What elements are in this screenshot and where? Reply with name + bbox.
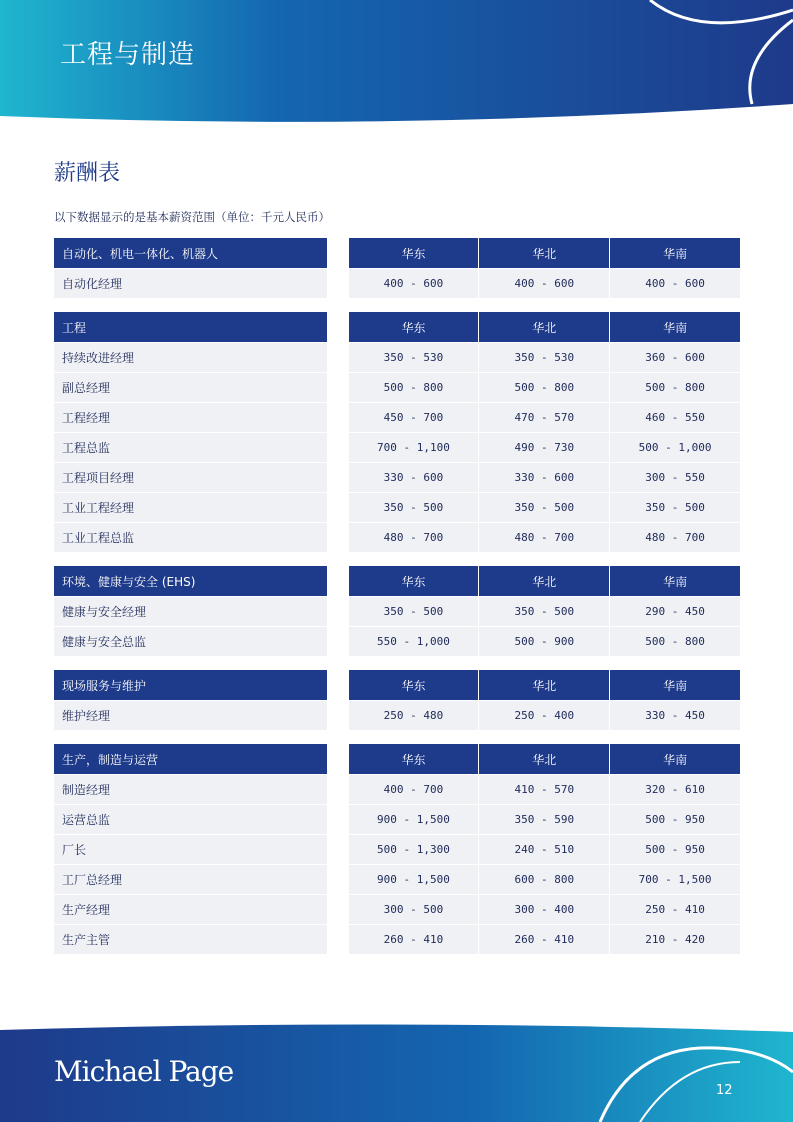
job-title: 工程总监: [54, 432, 327, 462]
salary-range: 320 - 610: [610, 774, 740, 804]
group-name: 生产，制造与运营: [54, 744, 327, 774]
salary-range: 350 - 500: [349, 596, 479, 626]
region-header: 华北: [479, 670, 609, 700]
region-header: 华东: [349, 238, 479, 268]
salary-range: 480 - 700: [349, 522, 479, 552]
salary-range: 500 - 800: [610, 372, 740, 402]
region-header: 华东: [349, 312, 479, 342]
job-title: 工业工程总监: [54, 522, 327, 552]
job-title: 运营总监: [54, 804, 327, 834]
salary-group: [54, 744, 740, 954]
michael-page-logo: Michael Page: [54, 1055, 234, 1088]
salary-group: [54, 566, 740, 656]
salary-range: 470 - 570: [479, 402, 609, 432]
salary-range: 600 - 800: [479, 864, 609, 894]
salary-range: 260 - 410: [349, 924, 479, 954]
salary-range: 350 - 500: [349, 492, 479, 522]
salary-range: 500 - 900: [479, 626, 609, 656]
table-row: [54, 492, 740, 522]
salary-range: 500 - 1,300: [349, 834, 479, 864]
salary-group: [54, 312, 740, 552]
salary-range: 300 - 500: [349, 894, 479, 924]
salary-range: 240 - 510: [479, 834, 609, 864]
job-title: 健康与安全总监: [54, 626, 327, 656]
salary-range: 900 - 1,500: [349, 804, 479, 834]
job-title: 工程项目经理: [54, 462, 327, 492]
table-row: [54, 834, 740, 864]
job-title: 工程经理: [54, 402, 327, 432]
salary-range: 300 - 400: [479, 894, 609, 924]
salary-range: 400 - 600: [349, 268, 479, 298]
group-name: 现场服务与维护: [54, 670, 327, 700]
salary-range: 500 - 800: [349, 372, 479, 402]
region-header: 华北: [479, 566, 609, 596]
salary-range: 400 - 600: [610, 268, 740, 298]
job-title: 制造经理: [54, 774, 327, 804]
salary-range: 700 - 1,100: [349, 432, 479, 462]
region-header: 华南: [610, 744, 740, 774]
salary-range: 300 - 550: [610, 462, 740, 492]
salary-group: [54, 238, 740, 298]
region-header: 华东: [349, 670, 479, 700]
group-name: 自动化、机电一体化、机器人: [54, 238, 327, 268]
salary-range: 210 - 420: [610, 924, 740, 954]
salary-range: 450 - 700: [349, 402, 479, 432]
table-row: [54, 864, 740, 894]
table-row: [54, 924, 740, 954]
page-header: [0, 0, 793, 122]
salary-range: 290 - 450: [610, 596, 740, 626]
salary-range: 550 - 1,000: [349, 626, 479, 656]
job-title: 生产经理: [54, 894, 327, 924]
table-row: [54, 596, 740, 626]
table-subtitle: 以下数据显示的是基本薪资范围（单位：千元人民币）: [54, 210, 330, 224]
salary-range: 500 - 950: [610, 804, 740, 834]
header-title: 工程与制造: [60, 40, 196, 70]
salary-range: 350 - 530: [349, 342, 479, 372]
region-header: 华南: [610, 670, 740, 700]
table-row: [54, 432, 740, 462]
job-title: 持续改进经理: [54, 342, 327, 372]
group-header-row: [54, 566, 740, 596]
salary-range: 260 - 410: [479, 924, 609, 954]
region-header: 华北: [479, 238, 609, 268]
region-header: 华北: [479, 744, 609, 774]
group-header-row: [54, 238, 740, 268]
salary-range: 900 - 1,500: [349, 864, 479, 894]
salary-range: 360 - 600: [610, 342, 740, 372]
table-row: [54, 894, 740, 924]
salary-range: 350 - 530: [479, 342, 609, 372]
salary-range: 700 - 1,500: [610, 864, 740, 894]
table-row: [54, 402, 740, 432]
salary-range: 400 - 700: [349, 774, 479, 804]
region-header: 华东: [349, 744, 479, 774]
salary-group: [54, 670, 740, 730]
group-header-row: [54, 670, 740, 700]
job-title: 生产主管: [54, 924, 327, 954]
page-number: 12: [716, 1083, 733, 1098]
region-header: 华北: [479, 312, 609, 342]
job-title: 副总经理: [54, 372, 327, 402]
table-row: [54, 700, 740, 730]
job-title: 维护经理: [54, 700, 327, 730]
salary-range: 460 - 550: [610, 402, 740, 432]
region-header: 华南: [610, 238, 740, 268]
region-header: 华南: [610, 312, 740, 342]
table-row: [54, 268, 740, 298]
salary-range: 500 - 950: [610, 834, 740, 864]
table-row: [54, 522, 740, 552]
job-title: 工业工程经理: [54, 492, 327, 522]
salary-range: 350 - 590: [479, 804, 609, 834]
salary-range: 330 - 600: [349, 462, 479, 492]
job-title: 厂长: [54, 834, 327, 864]
salary-range: 330 - 600: [479, 462, 609, 492]
section-title: 薪酬表: [54, 161, 121, 186]
group-name: 工程: [54, 312, 327, 342]
salary-tables: [54, 238, 740, 968]
region-header: 华东: [349, 566, 479, 596]
job-title: 工厂总经理: [54, 864, 327, 894]
table-row: [54, 372, 740, 402]
salary-range: 330 - 450: [610, 700, 740, 730]
salary-range: 250 - 480: [349, 700, 479, 730]
group-header-row: [54, 312, 740, 342]
salary-range: 250 - 410: [610, 894, 740, 924]
salary-range: 410 - 570: [479, 774, 609, 804]
group-name: 环境、健康与安全 (EHS): [54, 566, 327, 596]
table-row: [54, 626, 740, 656]
group-header-row: [54, 744, 740, 774]
salary-range: 500 - 800: [479, 372, 609, 402]
table-row: [54, 462, 740, 492]
salary-range: 350 - 500: [479, 596, 609, 626]
job-title: 健康与安全经理: [54, 596, 327, 626]
salary-range: 400 - 600: [479, 268, 609, 298]
salary-range: 490 - 730: [479, 432, 609, 462]
region-header: 华南: [610, 566, 740, 596]
salary-range: 480 - 700: [479, 522, 609, 552]
job-title: 自动化经理: [54, 268, 327, 298]
table-row: [54, 804, 740, 834]
salary-range: 480 - 700: [610, 522, 740, 552]
table-row: [54, 774, 740, 804]
salary-range: 500 - 800: [610, 626, 740, 656]
table-row: [54, 342, 740, 372]
salary-range: 350 - 500: [610, 492, 740, 522]
salary-range: 250 - 400: [479, 700, 609, 730]
salary-range: 350 - 500: [479, 492, 609, 522]
salary-range: 500 - 1,000: [610, 432, 740, 462]
